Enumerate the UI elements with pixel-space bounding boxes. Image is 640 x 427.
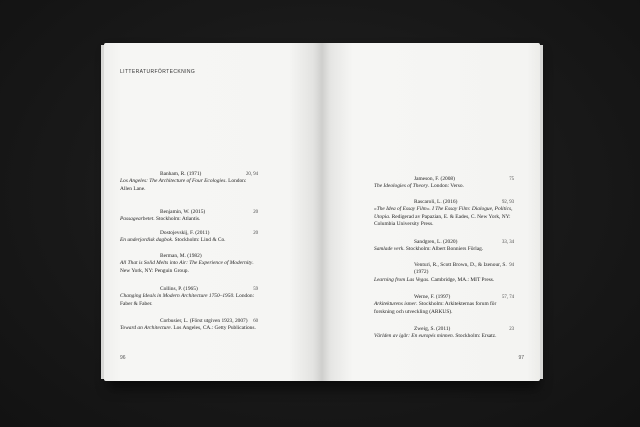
entry-author: Jameson, F. (2008) <box>414 176 455 182</box>
bibliography-entry <box>374 294 514 316</box>
entry-page-refs: 20 <box>253 210 258 215</box>
entry-title: Världen av igår: En europés minnen <box>374 333 453 340</box>
bibliography-entry <box>120 318 258 333</box>
entry-author: Berman, M. (1982) <box>160 253 202 259</box>
entry-page-refs: 59 <box>253 287 258 292</box>
entry-publication: . Stockholm: Albert Bonniers Förlag. <box>403 246 484 253</box>
entry-page-refs: 94 <box>509 263 514 268</box>
entry-title: En underjordisk dagbok <box>120 237 172 244</box>
entry-page-refs: 60 <box>253 319 258 324</box>
entry-title: Los Angeles: The Architecture of Four Ecologies <box>120 178 226 185</box>
entry-page-refs: 92, 93 <box>502 200 514 205</box>
bibliography-entry <box>374 326 514 341</box>
left-page-number: 96 <box>120 355 126 361</box>
entry-author: Zweig, S. (2011) <box>414 326 451 332</box>
entry-publication: . Los Angeles, CA.: Getty Publications. <box>170 325 256 332</box>
entry-publication: . London: Allen Lane. <box>120 178 247 192</box>
entry-publication: . Stockholm: Arkitekternas forum för forskning och utveckling (ARKUS). <box>374 301 497 315</box>
entry-author: Benjamin, W. (2015) <box>160 209 206 215</box>
entry-publication: . Stockholm: Lind & Co. <box>171 237 226 244</box>
open-book <box>104 43 540 383</box>
right-page-edge <box>540 45 543 379</box>
bibliography-entry <box>374 262 514 284</box>
bibliography-entry <box>120 171 258 193</box>
entry-page-refs: 20, 94 <box>246 172 258 177</box>
entry-author: Sandgren, L. (2020) <box>414 239 458 245</box>
right-page <box>322 43 540 381</box>
bibliography-entry <box>120 230 258 245</box>
running-head: LITTERATURFÖRTECKNING <box>120 69 196 75</box>
entry-page-refs: 20 <box>253 231 258 236</box>
bibliography-entry <box>374 199 514 229</box>
entry-page-refs: 23 <box>509 327 514 332</box>
entry-title: The Ideologies of Theory <box>374 183 429 190</box>
bibliography-entry <box>120 209 258 224</box>
entry-page-refs: 75 <box>509 177 514 182</box>
entry-author: Rascaroli, L. (2016) <box>414 199 458 205</box>
right-page-number: 97 <box>518 355 524 361</box>
entry-title: »The Idea of Essay Film«. I The Essay Film: Dialogue, Politics, Utopia <box>374 206 513 220</box>
entry-title: Arkitekturens ismer <box>374 301 417 308</box>
entry-author: Werne, F. (1997) <box>414 294 451 300</box>
entry-title: Samlade verk <box>374 246 404 253</box>
entry-title: All That is Solid Melts into Air: The Experience of Modernity <box>120 260 253 267</box>
entry-author: Collins, P. (1965) <box>160 286 198 292</box>
entry-publication: . New York, NY: Penguin Group. <box>120 260 254 274</box>
entry-author: Banham, R. (1971) <box>160 171 202 177</box>
entry-publication: . Stockholm: Atlantis. <box>153 216 201 223</box>
entry-publication: . London: Faber & Faber. <box>120 293 255 307</box>
entry-page-refs: 33, 34 <box>502 240 514 245</box>
left-page <box>104 43 322 381</box>
entry-title: Changing Ideals in Modern Architecture 1750–1950 <box>120 293 234 300</box>
entry-title: Learning from Las Vegas <box>374 276 429 283</box>
bibliography-entry <box>374 239 514 254</box>
entry-publication: . Redigerad av Papazian, E. & Eades, C. New York, NY: Columbia University Press. <box>374 213 511 228</box>
entry-publication: . London: Verso. <box>428 183 464 190</box>
entry-publication: . Cambridge, MA.: MIT Press. <box>428 276 495 283</box>
bibliography-entry <box>374 176 514 191</box>
entry-page-refs: 57, 74 <box>502 295 514 300</box>
entry-title: Toward an Architecture <box>120 325 171 332</box>
entry-author: Corbusier, L. (Först utgiven 1923, 2007) <box>160 318 248 324</box>
entry-author: Venturi, R., Scott Brown, D., & Izenour, S. (1972) <box>414 262 507 276</box>
entry-publication: . Stockholm: Ersatz. <box>452 333 497 340</box>
left-page-edge <box>101 45 104 379</box>
entry-title: Passagearbetet <box>120 216 154 223</box>
bibliography-entry <box>120 253 258 275</box>
bibliography-entry <box>120 286 258 308</box>
entry-author: Dostojevskij, F. (2011) <box>160 230 210 236</box>
